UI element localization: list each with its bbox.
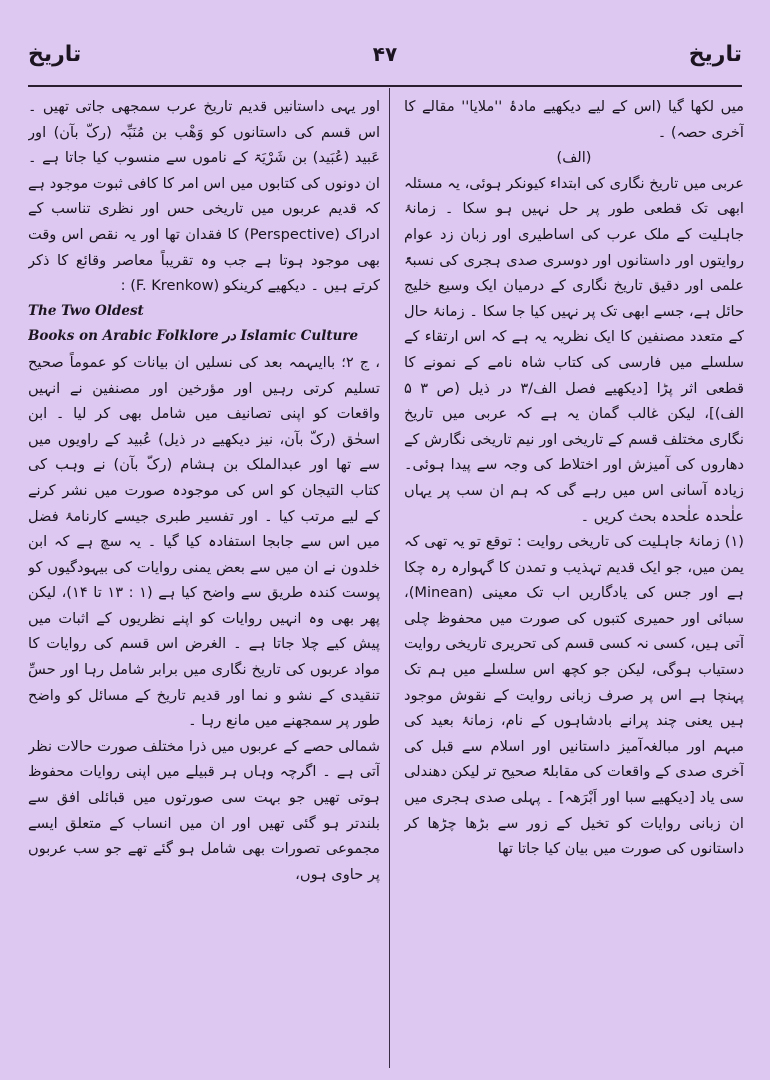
left-column	[28, 94, 380, 1064]
column-divider	[389, 88, 390, 1068]
right-paragraph-2: عربی میں تاریخ نگاری کی ابتداء کیونکر ہوئی، یہ مسئلہ ابھی تک قطعی طور پر حل نہیں ہو سکا ۔ زمانۂ جاہلیت کے ملک عرب کی اساطیری اور زبان زد عوام روایتوں اور داستانوں اور دوسری صدی ہجری کی نسبۃً علمی اور دقیق تاریخ نگاری کے درمیان ایک وسیع خلیج حائل ہے، جسے ابھی تک پر نہیں کیا جا سکا ۔ زمانۂ حال کے متعدد مصنفین کا ایک نظریہ یہ ہے کہ اس ارتقاء کے سلسلے میں فارسی کی کتاب شاہ نامے کے نمونے کا قطعی اثر پڑا [دیکھیے فصل الف/۳ در ذیل (ص ۳ ۵ الف)]، لیکن غالب گمان یہ ہے کہ عربی میں تاریخ نگاری مختلف قسم کے تاریخی اور نیم تاریخی نگارش کے دھاروں کی آمیزش اور اختلاط کی وجہ سے پیدا ہوئی۔ زیادہ آسانی اس میں رہے گی کہ ہم ان سب پر یہاں علٰحدہ علٰحدہ بحث کریں ۔	[404, 174, 744, 525]
left-paragraph-1-tail: ، ج ۲؛ باایںہمہ بعد کی نسلیں ان بیانات کو عموماً صحیح تسلیم کرتی رہیں اور مؤرخین اور مصنفین نے انہیں واقعات کو اپنی تصانیف میں شامل بھی کر لیا ۔ ابن اسحٰق (رکّ بآن، نیز دیکھیے در ذیل) عُبید کے راویوں میں سے تھا اور عبدالملک بن ہشام (رکّ بآن) نے وہب کی کتاب التیجان کو اس کی موجودہ صورت میں نشر کرنے کے لیے مرتب کیا ۔ اور تفسیر طبری جیسے کارنامۂ فضل میں اس سے جابجا استفادہ کیا گیا ۔ یہ سچ ہے کہ ابن خلدون نے ان میں سے بعض یمنی روایات کی بیہودگیوں کو پوست کندہ طریق سے واضح کیا ہے (۱ : ۱۳ تا ۱۴)، لیکن پھر بھی وہ انہیں روایات کو اپنے نظریوں کے اثبات میں پیش کیے چلا جاتا ہے ۔ الغرض اس قسم کی روایات کا مواد عربوں کی تاریخ نگاری میں برابر شامل رہا اور حسِّ تنقیدی کے نشو و نما اور قدیم تاریخ کے مسائل کو واضح طور پر سمجھنے میں مانع رہا ۔	[28, 353, 380, 730]
right-paragraph-1: میں لکھا گیا (اس کے لیے دیکھیے مادۂ ''ملایا'' مقالے کا آخری حصہ) ۔	[404, 98, 744, 141]
left-paragraph-1: اور یہی داستانیں قدیم تاریخ عرب سمجھی جاتی تھیں ۔ اس قسم کی داستانوں کو وَھْب بن مُنَبِّہ (رکّ بآن) اور عَبید (عُبَید) بن شَرْیَۃ کے ناموں سے منسوب کیا جاتا ہے ۔ ان دونوں کی کتابوں میں اس امر کا کافی ثبوت موجود ہے کہ قدیم عربوں میں تاریخی حس اور نظری تناسب کے ادراک (Perspective) کا فقدان تھا اور یہ نقص اس وقت بھی موجود ہوتا ہے جب وہ تقریباً معاصر وقائع کا ذکر کرتے ہیں ۔ دیکھیے کرینکو (F. Krenkow) :	[28, 98, 380, 295]
page-header	[28, 42, 742, 78]
section-heading: (الف)	[556, 149, 592, 167]
page-number: ۴۷	[372, 42, 398, 66]
left-paragraph-2: شمالی حصے کے عربوں میں ذرا مختلف صورت حالات نظر آتی ہے ۔ اگرچہ وہاں ہر قبیلے میں اپنی روایات محفوظ ہوتی تھیں جو بہت سی صورتوں میں قبائلی افق سے بلندتر ہو گئی تھیں اور ان میں انساب کے متعلق ایسے مجموعی تصورات بھی شامل ہو گئے تھے جو سب عربوں پر حاوی ہوں،	[28, 737, 380, 883]
english-reference-line-1: The Two Oldest	[28, 302, 144, 319]
english-reference-line-2: Books on Arabic Folklore در Islamic Culture	[28, 328, 359, 345]
header-rule	[28, 85, 742, 87]
right-column	[404, 94, 744, 1064]
header-right-title: تاریخ	[688, 42, 742, 67]
right-paragraph-3: (۱) زمانۂ جاہلیت کی تاریخی روایت : توقع تو یہ تھی کہ یمن میں، جو ایک قدیم تہذیب و تمدن کا گہوارہ رہ چکا ہے اور جس کی یادگاریں اب تک معینی (Minean)، سبائی اور حمیری کتبوں کی صورت میں محفوظ چلی آتی ہیں، کسی نہ کسی قسم کی تحریری تاریخی روایت دستیاب ہوگی، لیکن جو کچھ اس سلسلے میں ہم تک پہنچا ہے اس پر صرف زبانی روایت کے نقوش موجود ہیں یعنی چند پرانے بادشاہوں کے نام، زمانۂ بعید کی مبہم اور مبالغہ‌آمیز داستانیں اور اسلام سے قبل کی آخری صدی کے واقعات کی مقابلۃً صحیح تر لیکن دھندلی سی یاد [دیکھیے سبا اور اَبْرَھہ] ۔ پہلی صدی ہجری میں ان زبانی روایات کو تخیل کے زور سے بڑھا چڑھا کر داستانوں کی صورت میں بیان کیا جاتا تھا	[404, 533, 744, 858]
header-left-title: تاریخ	[28, 42, 82, 67]
